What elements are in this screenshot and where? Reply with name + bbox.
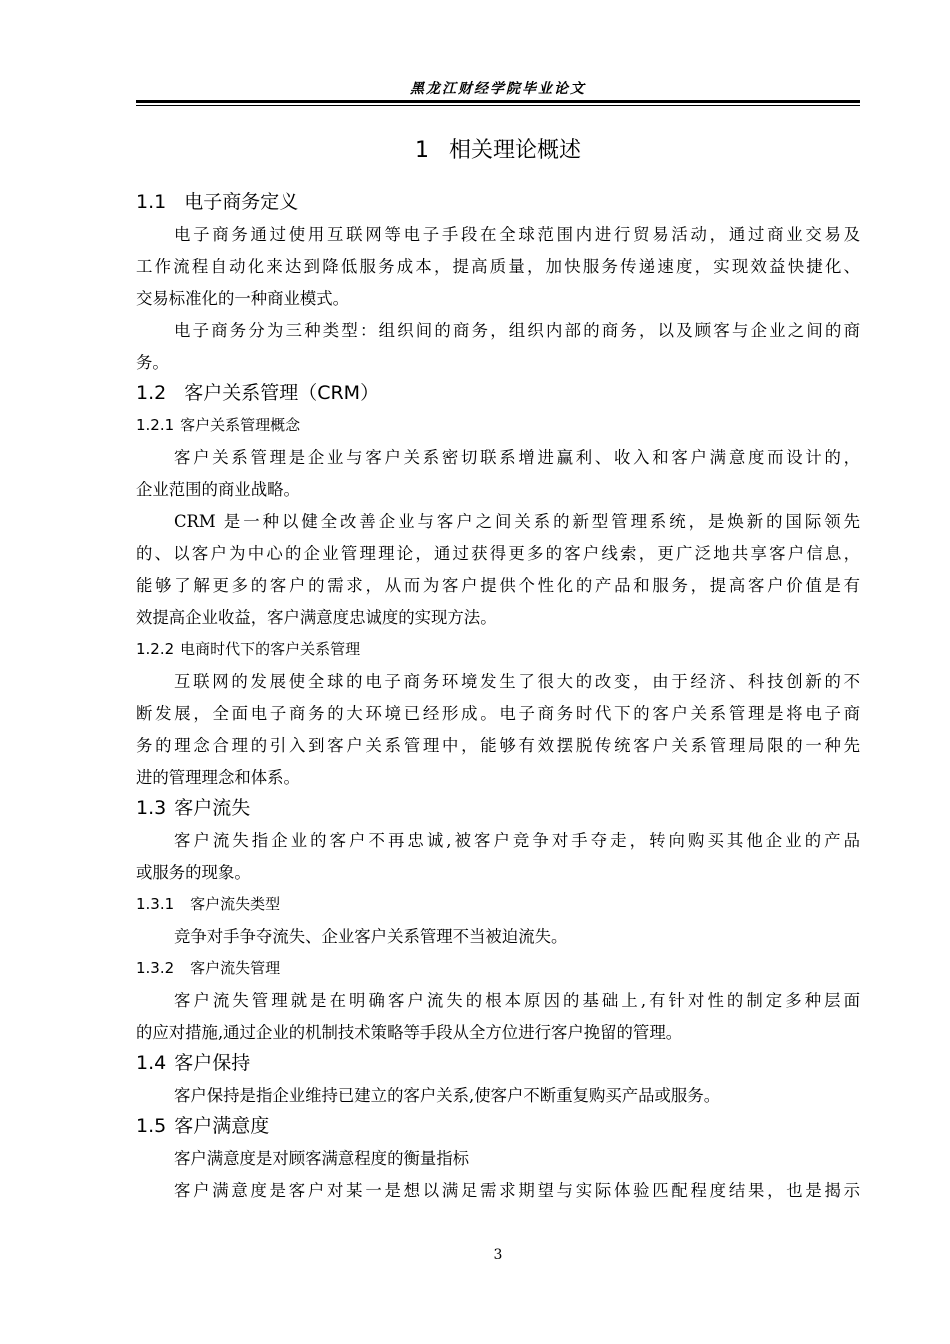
paragraph-line: 交易标准化的一种商业模式。 — [136, 289, 350, 308]
paragraph-line: 客户保持是指企业维持已建立的客户关系,使客户不断重复购买产品或服务。 — [174, 1086, 721, 1105]
paragraph-line: 能够了解更多的客户的需求，从而为客户提供个性化的产品和服务，提高客户价值是有 — [136, 576, 860, 595]
section-heading-1-3-2: 1.3.2 客户流失管理 — [136, 959, 281, 977]
paragraph-line: 客户满意度是对顾客满意程度的衡量指标 — [174, 1149, 470, 1168]
paragraph-line: 进的管理理念和体系。 — [136, 768, 300, 787]
page-number: 3 — [493, 1247, 503, 1263]
paragraph-line: 客户流失指企业的客户不再忠诚,被客户竞争对手夺走，转向购买其他企业的产品 — [174, 831, 860, 850]
paragraph-line: 企业范围的商业战略。 — [136, 480, 300, 499]
paragraph-line: 效提高企业收益，客户满意度忠诚度的实现方法。 — [136, 608, 497, 627]
paragraph-line: 客户关系管理是企业与客户关系密切联系增进赢利、收入和客户满意度而设计的， — [174, 448, 860, 467]
chapter-number: 1 — [414, 138, 429, 163]
chapter-title — [136, 134, 860, 168]
paragraph-line: 或服务的现象。 — [136, 863, 251, 882]
section-heading-1-5: 1.5 客户满意度 — [136, 1115, 270, 1137]
section-heading-1-4: 1.4 客户保持 — [136, 1052, 251, 1074]
chapter-title-text: 相关理论概述 — [448, 138, 581, 163]
running-header: 黑龙江财经学院毕业论文 — [410, 81, 586, 97]
paragraph-line: 务。 — [136, 353, 169, 372]
header-rule-thin — [136, 105, 860, 106]
paragraph-line: 电子商务分为三种类型：组织间的商务，组织内部的商务，以及顾客与企业之间的商 — [174, 321, 860, 340]
paragraph-line: 的、以客户为中心的企业管理理论，通过获得更多的客户线索，更广泛地共享客户信息， — [136, 544, 860, 563]
paragraph-line: 客户流失管理就是在明确客户流失的根本原因的基础上,有针对性的制定多种层面 — [174, 991, 860, 1010]
section-heading-1-1: 1.1 电子商务定义 — [136, 191, 299, 213]
paragraph-line: 的应对措施,通过企业的机制技术策略等手段从全方位进行客户挽留的管理。 — [136, 1023, 683, 1042]
paragraph-line: 工作流程自动化来达到降低服务成本，提高质量，加快服务传递速度，实现效益快捷化、 — [136, 257, 860, 276]
paragraph-line: 断发展，全面电子商务的大环境已经形成。电子商务时代下的客户关系管理是将电子商 — [136, 704, 860, 723]
paragraph-line: 电子商务通过使用互联网等电子手段在全球范围内进行贸易活动，通过商业交易及 — [174, 225, 860, 244]
paragraph-line: 客户满意度是客户对某一是想以满足需求期望与实际体验匹配程度结果，也是揭示 — [174, 1181, 860, 1200]
paragraph-line: 互联网的发展使全球的电子商务环境发生了很大的改变，由于经济、科技创新的不 — [174, 672, 860, 691]
section-heading-1-2: 1.2 客户关系管理（CRM） — [136, 382, 380, 404]
section-heading-1-3-1: 1.3.1 客户流失类型 — [136, 895, 281, 913]
section-heading-1-2-2: 1.2.2 电商时代下的客户关系管理 — [136, 640, 361, 658]
section-heading-1-3: 1.3 客户流失 — [136, 797, 251, 819]
paragraph-line: 务的理念合理的引入到客户关系管理中，能够有效摆脱传统客户关系管理局限的一种先 — [136, 736, 860, 755]
paragraph-line: 竞争对手争夺流失、企业客户关系管理不当被迫流失。 — [174, 927, 568, 946]
section-heading-1-2-1: 1.2.1 客户关系管理概念 — [136, 416, 301, 434]
header-rule-thick — [136, 100, 860, 103]
paragraph-line: CRM 是一种以健全改善企业与客户之间关系的新型管理系统，是焕新的国际领先 — [174, 512, 860, 531]
